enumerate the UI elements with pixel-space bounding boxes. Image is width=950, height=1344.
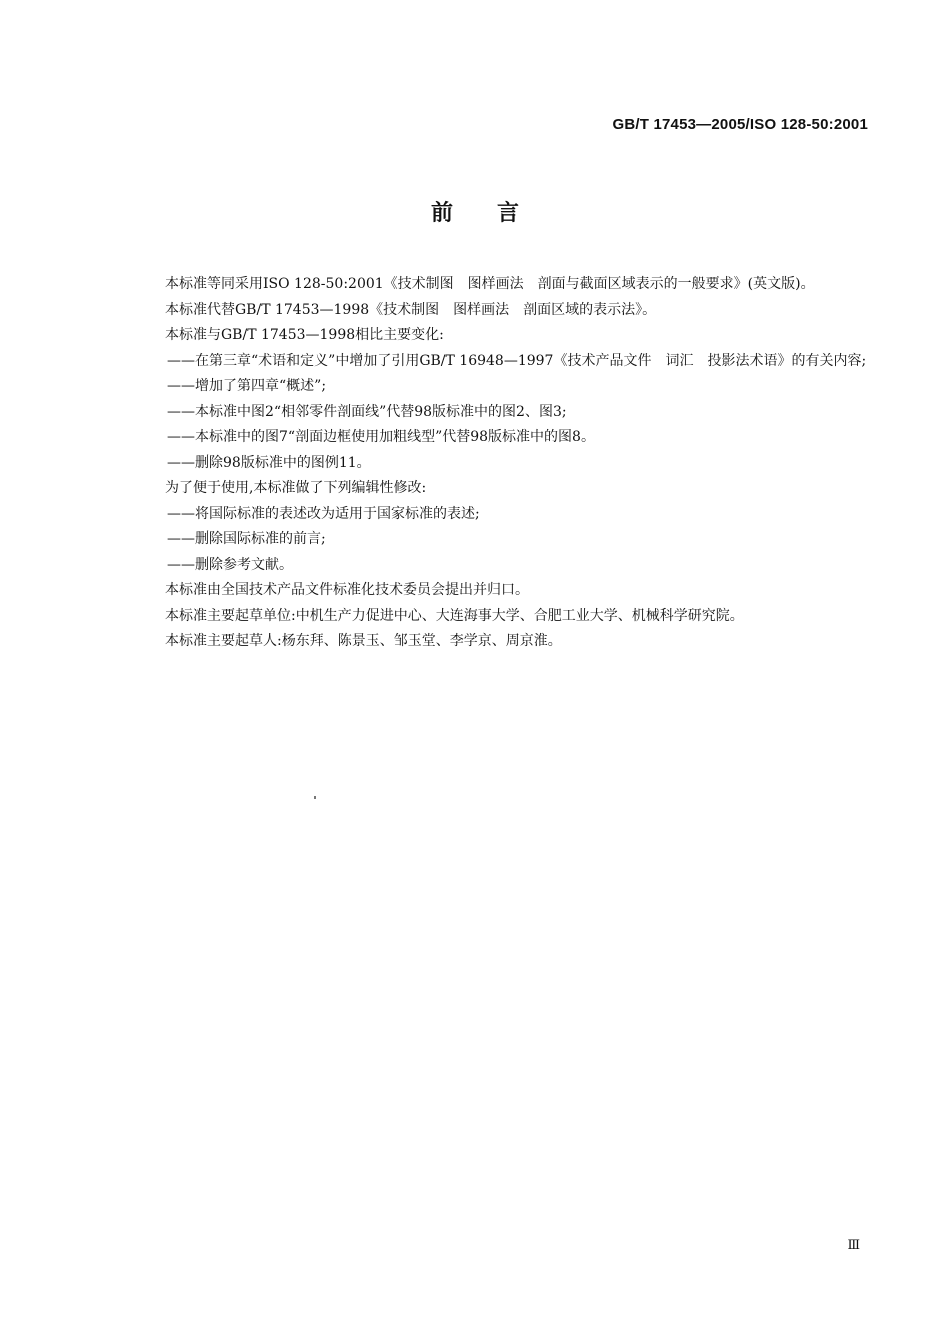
list-item: ——本标准中图2“相邻零件剖面线”代替98版标准中的图2、图3; (167, 403, 567, 420)
list-item: ——本标准中的图7“剖面边框使用加粗线型”代替98版标准中的图8。 (167, 429, 595, 445)
list-item: ——删除参考文献。 (167, 556, 293, 573)
paragraph: 本标准与GB/T 17453—1998相比主要变化: (165, 327, 444, 343)
list-item: ——在第三章“术语和定义”中增加了引用GB/T 16948—1997《技术产品文件 词汇 投影法术语》的有关内容; (167, 352, 867, 369)
paragraph: 本标准主要起草单位:中机生产力促进中心、大连海事大学、合肥工业大学、机械科学研究院。 (165, 607, 744, 624)
paragraph: 本标准主要起草人:杨东拜、陈景玉、邹玉堂、李学京、周京淮。 (165, 633, 562, 649)
document-code: GB/T 17453—2005/ISO 128-50:2001 (612, 116, 868, 133)
paragraph: 本标准代替GB/T 17453—1998《技术制图 图样画法 剖面区域的表示法》。 (165, 301, 657, 318)
foreword-body (133, 272, 869, 655)
page-number: Ⅲ (847, 1238, 860, 1253)
list-item: ——删除98版标准中的图例11。 (167, 454, 371, 471)
paragraph: 本标准等同采用ISO 128-50:2001《技术制图 图样画法 剖面与截面区域表示的一般要求》(英文版)。 (165, 276, 815, 292)
list-item: ——删除国际标准的前言; (167, 531, 326, 547)
list-item: ——将国际标准的表述改为适用于国家标准的表述; (167, 505, 480, 522)
page-title: 前言 (430, 201, 563, 226)
list-item: ——增加了第四章“概述”; (167, 378, 327, 394)
paragraph: 本标准由全国技术产品文件标准化技术委员会提出并归口。 (165, 582, 529, 598)
scan-speck (314, 796, 316, 799)
paragraph: 为了便于使用,本标准做了下列编辑性修改: (165, 480, 427, 496)
